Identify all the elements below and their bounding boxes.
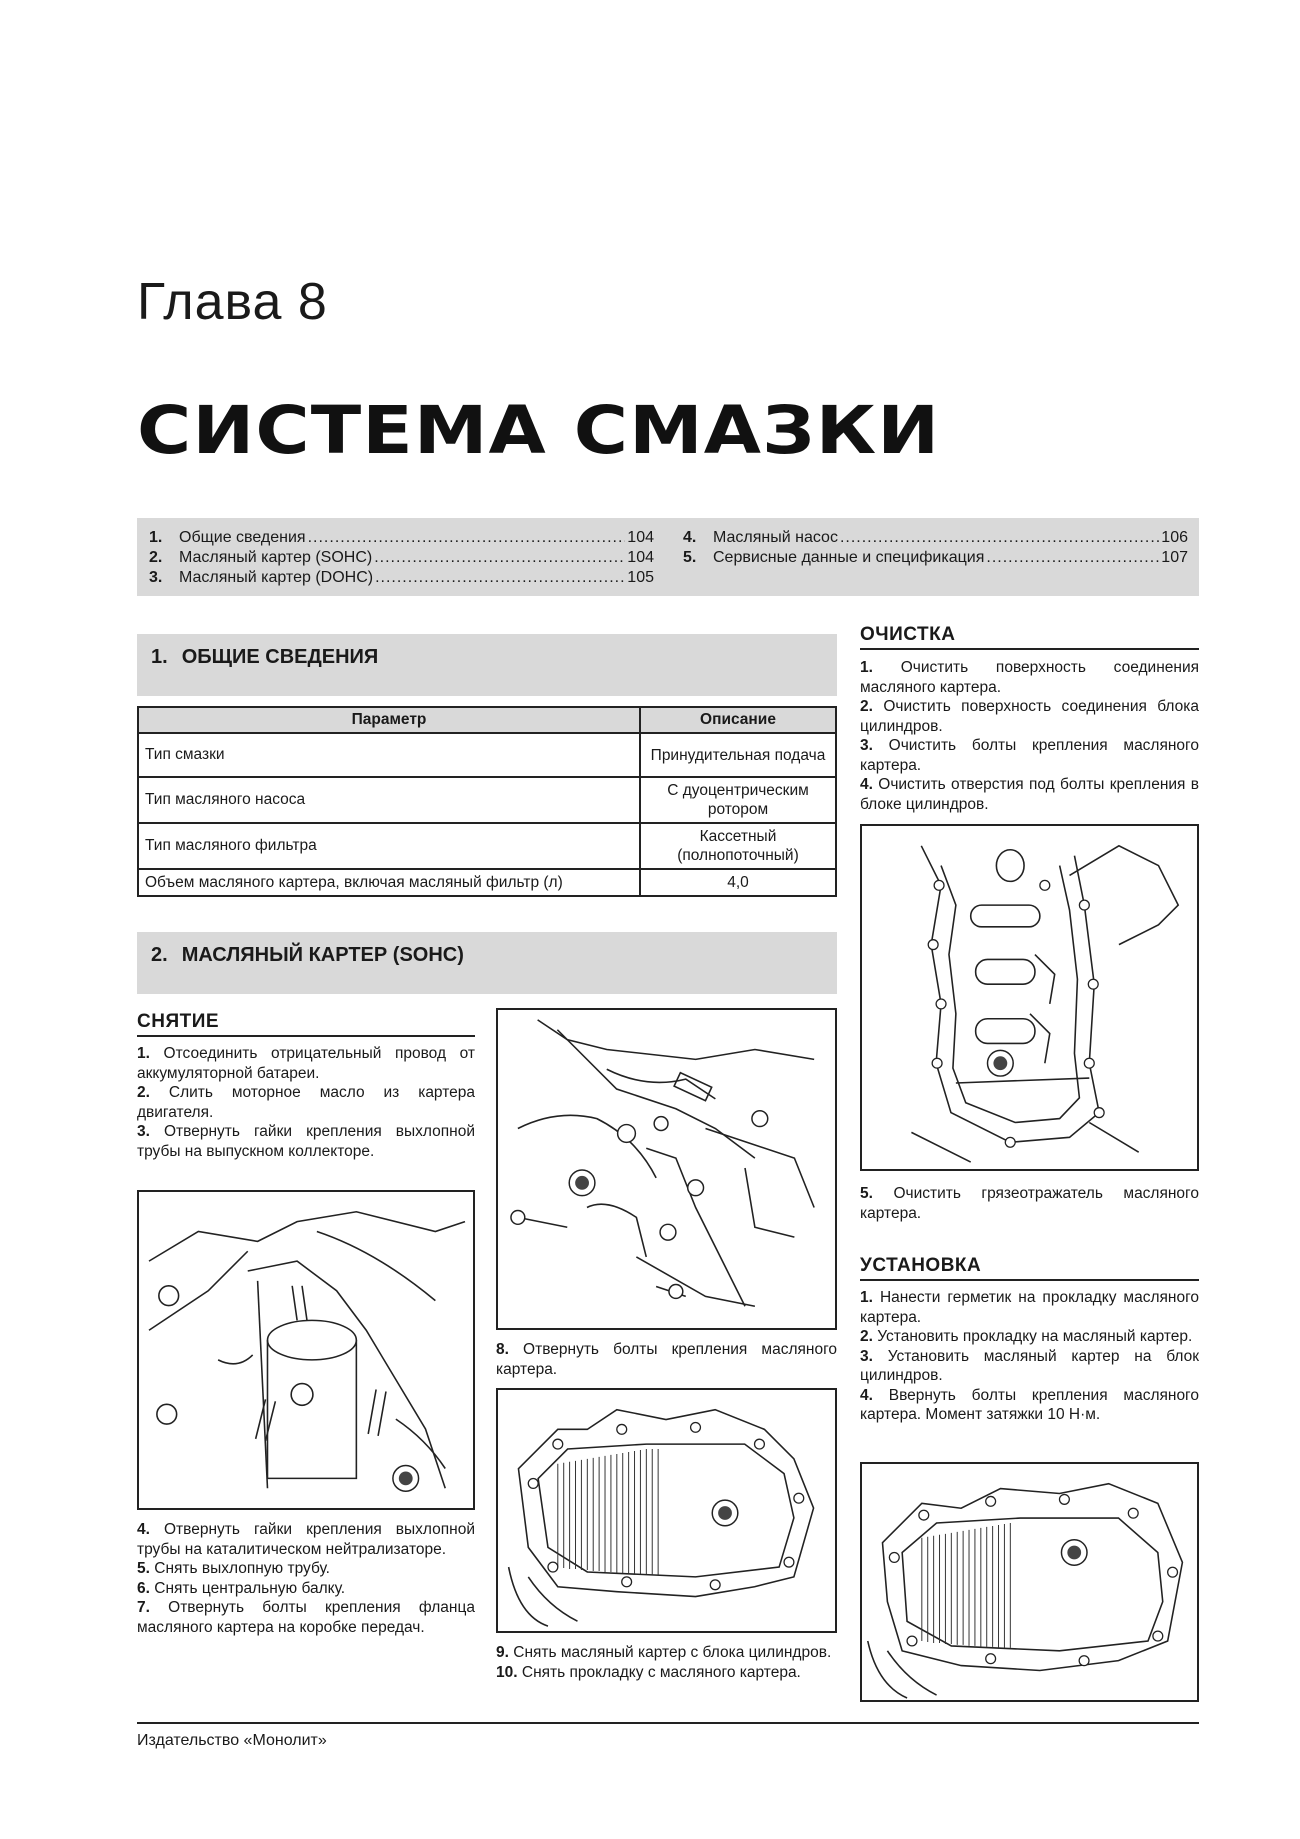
step-text: Очистить поверхность соединения масляного картера. — [860, 659, 1199, 696]
contents-column-left — [149, 528, 654, 588]
step-text: Снять масляный картер с блока цилиндров. — [513, 1644, 832, 1661]
entry-number: 3. — [149, 569, 163, 586]
entry-page: 104 — [627, 549, 654, 566]
step-text: Очистить отверстия под болты крепления в блоке цилиндров. — [860, 776, 1199, 813]
table-cell-param: Тип масляного фильтра — [138, 823, 640, 869]
figure-oil-pan-cleaning — [860, 824, 1199, 1171]
step-item — [496, 1340, 837, 1379]
dot-leader — [375, 568, 625, 588]
section-number: 2. — [151, 944, 168, 966]
step-item — [137, 1579, 475, 1599]
entry-page: 105 — [627, 569, 654, 586]
table-row — [138, 869, 836, 896]
section-heading-general — [137, 634, 837, 696]
step-number: 5. — [860, 1185, 873, 1202]
dot-leader — [986, 548, 1159, 568]
dot-leader — [840, 528, 1159, 548]
section-title: МАСЛЯНЫЙ КАРТЕР (SOHC) — [181, 944, 464, 966]
cleaning-steps-1-4 — [860, 658, 1199, 814]
step-number: 5. — [137, 1560, 150, 1577]
contents-entry[interactable] — [149, 568, 654, 588]
column-header-description: Описание — [640, 707, 836, 733]
section-heading-sohc — [137, 932, 837, 994]
chapter-contents — [137, 518, 1199, 596]
step-number: 2. — [860, 1328, 873, 1345]
step-item — [860, 736, 1199, 775]
step-text: Отвернуть гайки крепления выхлопной трубы на выпускном коллекторе. — [137, 1123, 476, 1160]
step-text: Слить моторное масло из картера двигателя. — [137, 1084, 475, 1121]
step-item — [137, 1559, 475, 1579]
entry-title: Общие сведения — [179, 529, 306, 546]
table-cell-param: Тип смазки — [138, 733, 640, 777]
entry-number: 2. — [149, 549, 163, 566]
exhaust-pipe-drawing — [139, 1192, 473, 1508]
oil-pan-cleaning-drawing — [862, 826, 1197, 1169]
oil-pan-removal-drawing — [498, 1390, 835, 1631]
step-item — [860, 775, 1199, 814]
step-item — [860, 1386, 1199, 1425]
step-number: 8. — [496, 1341, 509, 1358]
figure-oil-pan-installation — [860, 1462, 1199, 1702]
step-number: 3. — [860, 737, 873, 754]
entry-page: 107 — [1161, 549, 1188, 566]
step-number: 3. — [137, 1123, 150, 1140]
contents-entry[interactable] — [149, 548, 654, 568]
subheading-cleaning: ОЧИСТКА — [860, 624, 1199, 650]
chapter-title: СИСТЕМА СМАЗКИ — [137, 392, 941, 469]
section-title: ОБЩИЕ СВЕДЕНИЯ — [181, 646, 379, 668]
step-item — [860, 1288, 1199, 1327]
step-text: Установить прокладку на масляный картер. — [877, 1328, 1193, 1345]
figure-oil-pan-removal — [496, 1388, 837, 1633]
chapter-label: Глава 8 — [137, 273, 328, 331]
column-header-parameter: Параметр — [138, 707, 640, 733]
step-item — [860, 1347, 1199, 1386]
subheading-removal: СНЯТИЕ — [137, 1011, 475, 1037]
publisher-footer: Издательство «Монолит» — [137, 1732, 327, 1749]
cleaning-step-5 — [860, 1184, 1199, 1223]
entry-number: 5. — [683, 549, 697, 566]
step-number: 4. — [860, 1386, 873, 1404]
section-number: 1. — [151, 646, 168, 668]
step-number: 1. — [860, 1289, 873, 1306]
step-text: Отсоединить отрицательный провод от аккумуляторной батареи. — [137, 1045, 475, 1082]
step-text: Отвернуть гайки крепления выхлопной трубы на каталитическом нейтрализаторе. — [137, 1521, 476, 1558]
removal-step-8 — [496, 1340, 837, 1379]
step-text: Установить масляный картер на блок цилиндров. — [860, 1347, 1199, 1384]
step-number: 2. — [860, 698, 873, 715]
step-number: 10. — [496, 1663, 518, 1681]
oil-pan-installation-drawing — [862, 1464, 1197, 1700]
step-text: Ввернуть болты крепления масляного картера. Момент затяжки 10 Н·м. — [860, 1386, 1199, 1423]
step-text: Очистить болты крепления масляного картера. — [860, 737, 1199, 774]
table-row — [138, 777, 836, 823]
step-item — [137, 1083, 475, 1122]
table-cell-value: С дуоцентрическим ротором — [640, 777, 836, 823]
step-number: 1. — [137, 1045, 150, 1062]
entry-title: Масляный насос — [713, 529, 838, 546]
step-item — [496, 1663, 837, 1683]
step-text: Снять прокладку с масляного картера. — [521, 1663, 801, 1681]
dot-leader — [308, 528, 626, 548]
table-header-row — [138, 707, 836, 733]
dot-leader — [374, 548, 625, 568]
step-item — [860, 697, 1199, 736]
step-item — [137, 1044, 475, 1083]
step-item — [137, 1122, 475, 1161]
step-item — [860, 658, 1199, 697]
step-text: Снять центральную балку. — [154, 1579, 346, 1597]
table-cell-value: Принудительная подача — [640, 733, 836, 777]
step-text: Очистить грязеотражатель масляного картера. — [860, 1185, 1199, 1222]
step-number: 1. — [860, 659, 873, 676]
step-number: 4. — [860, 776, 873, 793]
figure-oil-pan-bolts — [496, 1008, 837, 1330]
step-number: 9. — [496, 1644, 509, 1661]
installation-steps — [860, 1288, 1199, 1425]
step-item — [860, 1327, 1199, 1347]
removal-steps-9-10 — [496, 1643, 837, 1682]
footer-rule — [137, 1722, 1199, 1724]
table-cell-param: Тип масляного насоса — [138, 777, 640, 823]
step-item — [496, 1643, 837, 1663]
figure-exhaust-pipe — [137, 1190, 475, 1510]
contents-entry[interactable] — [683, 548, 1188, 568]
contents-column-right — [683, 528, 1188, 568]
oil-pan-bolts-drawing — [498, 1010, 835, 1328]
entry-title: Масляный картер (DOHC) — [179, 569, 374, 586]
step-number: 2. — [137, 1084, 150, 1101]
table-cell-value: Кассетный (полнопоточный) — [640, 823, 836, 869]
step-number: 4. — [137, 1521, 150, 1538]
step-text: Снять выхлопную трубу. — [154, 1560, 330, 1577]
parameters-table — [137, 706, 837, 897]
step-text: Отвернуть болты крепления масляного картера. — [496, 1341, 837, 1378]
step-item — [137, 1598, 475, 1637]
subheading-installation: УСТАНОВКА — [860, 1255, 1199, 1281]
step-number: 7. — [137, 1599, 150, 1616]
table-cell-value: 4,0 — [640, 869, 836, 896]
removal-steps-1-3 — [137, 1044, 475, 1161]
contents-entry[interactable] — [149, 528, 654, 548]
step-text: Очистить поверхность соединения блока цилиндров. — [860, 698, 1200, 735]
table-row — [138, 823, 836, 869]
step-item — [860, 1184, 1199, 1223]
entry-title: Сервисные данные и спецификация — [713, 549, 985, 566]
table-row — [138, 733, 836, 777]
step-text: Отвернуть болты крепления фланца масляного картера на коробке передач. — [137, 1599, 475, 1636]
step-text: Нанести герметик на прокладку масляного картера. — [860, 1289, 1200, 1326]
step-item — [137, 1520, 475, 1559]
contents-entry[interactable] — [683, 528, 1188, 548]
table-cell-param: Объем масляного картера, включая масляный фильтр (л) — [138, 869, 640, 896]
entry-page: 104 — [627, 529, 654, 546]
step-number: 3. — [860, 1347, 873, 1365]
removal-steps-4-7 — [137, 1520, 475, 1637]
step-number: 6. — [137, 1579, 150, 1597]
entry-page: 106 — [1161, 529, 1188, 546]
entry-number: 4. — [683, 529, 697, 546]
entry-title: Масляный картер (SOHC) — [179, 549, 373, 566]
entry-number: 1. — [149, 529, 163, 546]
